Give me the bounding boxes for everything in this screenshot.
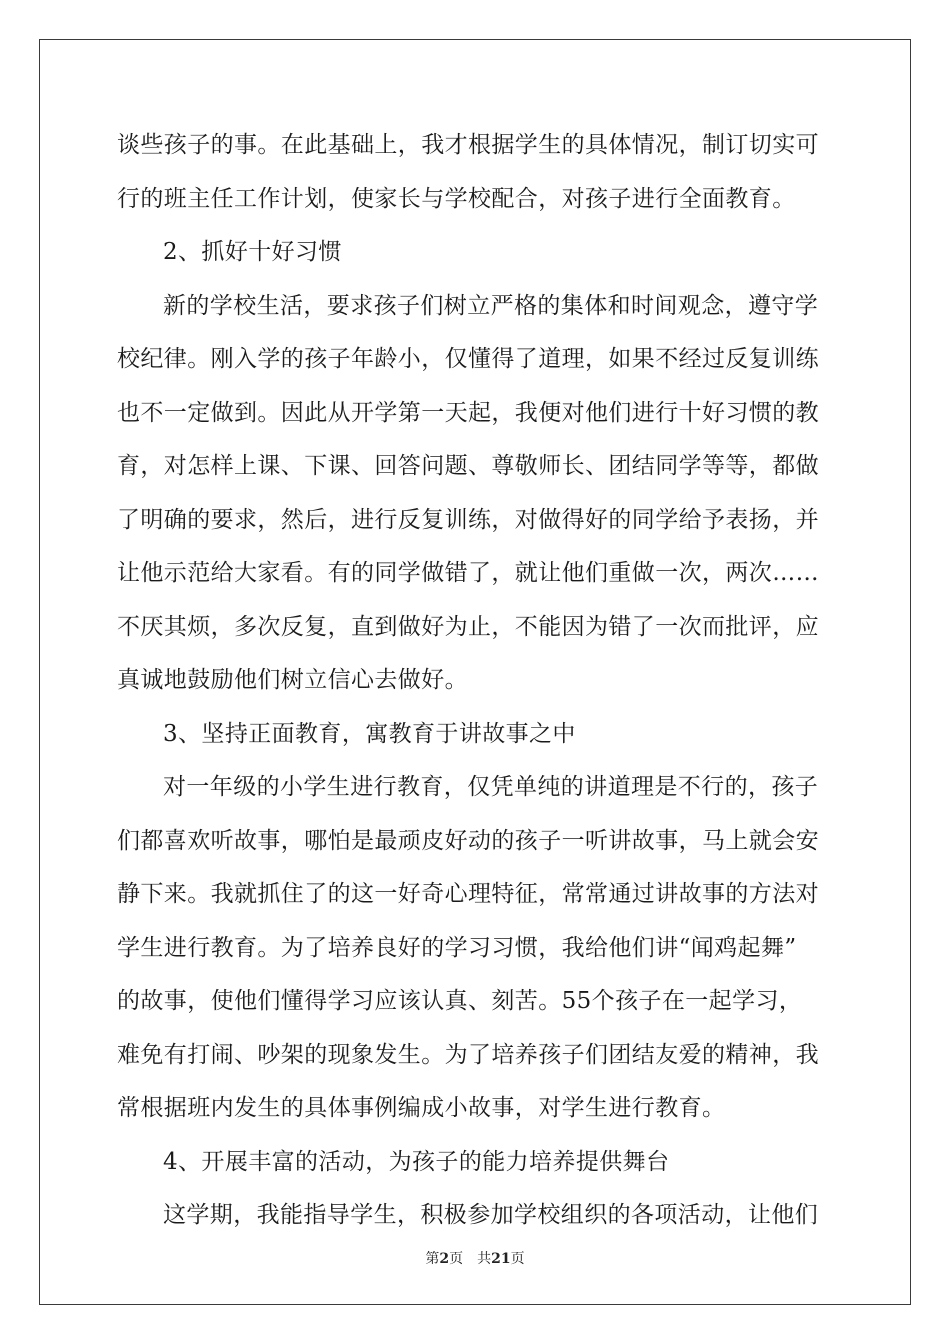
- text-line: 这学期，我能指导学生，积极参加学校组织的各项活动，让他们: [163, 1202, 819, 1228]
- text-line: 行的班主任工作计划，使家长与学校配合，对孩子进行全面教育。: [117, 186, 796, 212]
- footer-page-current: 2: [439, 1251, 450, 1267]
- text-line: 的故事，使他们懂得学习应该认真、刻苦。55个孩子在一起学习，: [117, 988, 803, 1014]
- text-line: 不厌其烦，多次反复，直到做好为止，不能因为错了一次而批评，应: [117, 614, 819, 640]
- section-heading: 2、抓好十好习惯: [163, 239, 342, 265]
- text-line: 也不一定做到。因此从开学第一天起，我便对他们进行十好习惯的教: [117, 400, 819, 426]
- text-line: 们都喜欢听故事，哪怕是最顽皮好动的孩子一听讲故事，马上就会安: [117, 828, 819, 854]
- page-footer: [0, 1248, 950, 1268]
- text-line: 了明确的要求，然后，进行反复训练，对做得好的同学给予表扬，并: [117, 507, 819, 533]
- text-line: 学生进行教育。为了培养良好的学习习惯，我给他们讲“闻鸡起舞”: [117, 935, 797, 961]
- text-line: 让他示范给大家看。有的同学做错了，就让他们重做一次，两次……: [117, 560, 819, 586]
- text-line: 谈些孩子的事。在此基础上，我才根据学生的具体情况，制订切实可: [117, 132, 819, 158]
- text-line: 对一年级的小学生进行教育，仅凭单纯的讲道理是不行的，孩子: [163, 774, 819, 800]
- footer-page-mid: 页 共: [449, 1251, 492, 1267]
- footer-page-prefix: 第: [425, 1251, 440, 1267]
- text-line: 新的学校生活，要求孩子们树立严格的集体和时间观念，遵守学: [163, 293, 819, 319]
- text-line: 静下来。我就抓住了的这一好奇心理特征，常常通过讲故事的方法对: [117, 881, 819, 907]
- footer-page-suffix: 页: [510, 1251, 525, 1267]
- section-heading: 4、开展丰富的活动，为孩子的能力培养提供舞台: [163, 1149, 670, 1175]
- text-line: 难免有打闹、吵架的现象发生。为了培养孩子们团结友爱的精神，我: [117, 1042, 819, 1068]
- section-heading: 3、坚持正面教育，寓教育于讲故事之中: [163, 721, 576, 747]
- text-line: 校纪律。刚入学的孩子年龄小，仅懂得了道理，如果不经过反复训练: [117, 346, 819, 372]
- text-line: 常根据班内发生的具体事例编成小故事，对学生进行教育。: [117, 1095, 726, 1121]
- text-line: 真诚地鼓励他们树立信心去做好。: [117, 667, 468, 693]
- text-line: 育，对怎样上课、下课、回答问题、尊敬师长、团结同学等等，都做: [117, 453, 819, 479]
- footer-page-total: 21: [491, 1251, 511, 1267]
